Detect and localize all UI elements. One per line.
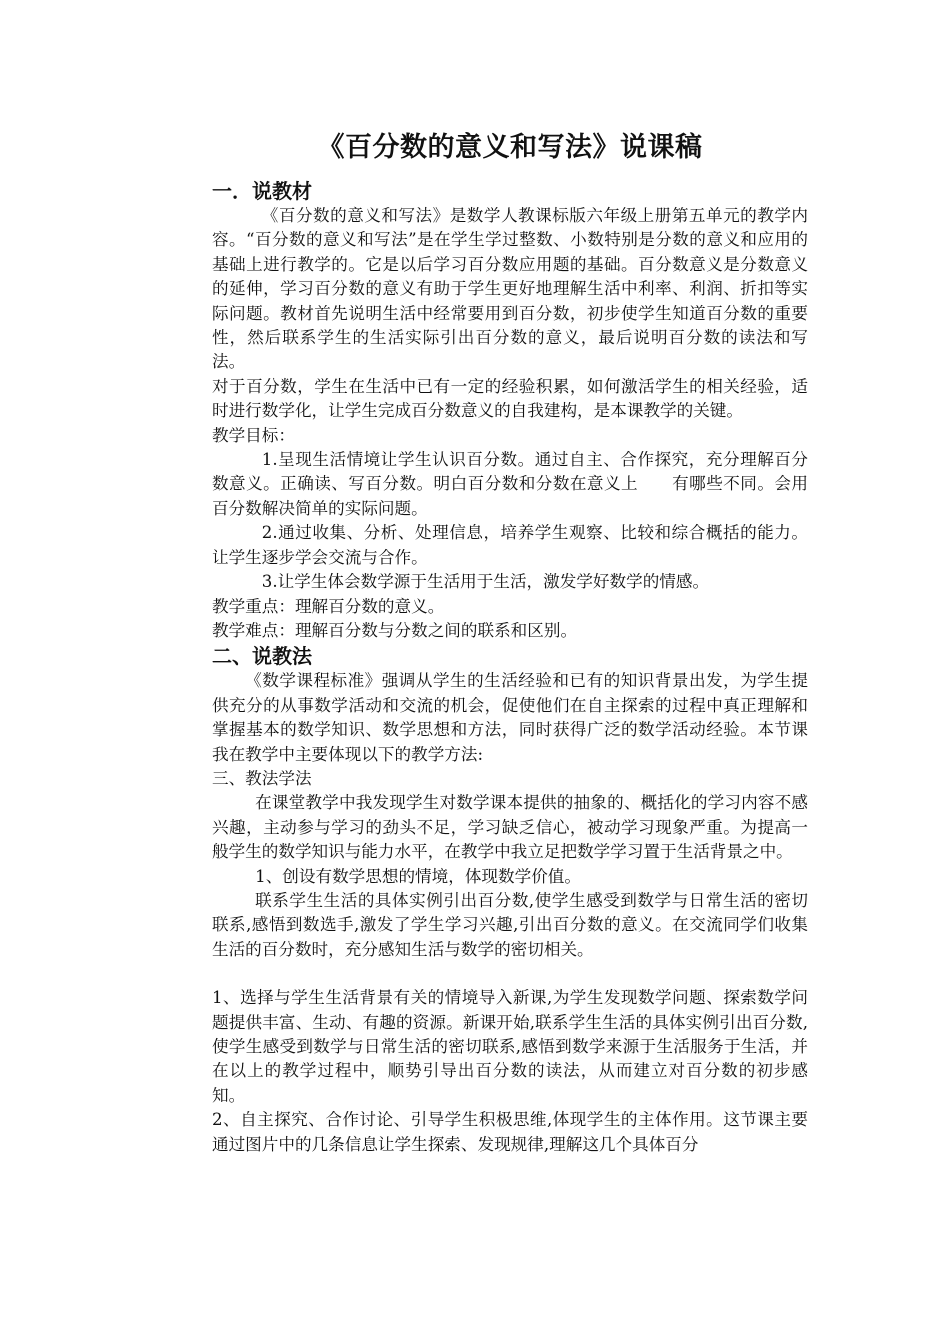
blank-line — [212, 962, 808, 986]
paragraph: 《百分数的意义和写法》是数学人教课标版六年级上册第五单元的教学内容。“百分数的意义和写法”是在学生学过整数、小数特别是分数的意义和应用的基础上进行教学的。它是以后学习百分数应用题的基础。百分数意义是分数意义的延伸，学习百分数的意义有助于学生更好地理解生活中利率、利润、折扣等实际问题。教材首先说明生活中经常要用到百分数，初步使学生知道百分数的重要性，然后联系学生的生活实际引出百分数的意义，最后说明百分数的读法和写法。 — [212, 206, 808, 372]
section-heading-textbook: 一．说教材 — [212, 179, 312, 203]
paragraph: 联系学生生活的具体实例引出百分数,使学生感受到数学与日常生活的密切联系,感悟到数选手,激发了学生学习兴趣,引出百分数的意义。在交流同学们收集生活的百分数时，充分感知生活与数学的密切相关。 — [212, 890, 808, 959]
paragraph: 在课堂教学中我发现学生对数学课本提供的抽象的、概括化的学习内容不感兴趣，主动参与学习的劲头不足，学习缺乏信心，被动学习现象严重。为提高一般学生的数学知识与能力水平，在教学中我立足把数学学习置于生活背景之中。 — [212, 793, 808, 862]
section-heading-teaching-learning: 三、教法学法 — [212, 768, 312, 788]
paragraph: 1、选择与学生生活背景有关的情境导入新课,为学生发现数学问题、探索数学问题提供丰富、生动、有趣的资源。新课开始,联系学生生活的具体实例引出百分数,使学生感受到数学与日常生活的密切联系,感悟到数学来源于生活服务于生活，并在以上的教学过程中，顺势引导出百分数的读法，从而建立对百分数的初步感知。 — [212, 988, 808, 1105]
teaching-difficult-point: 教学难点：理解百分数与分数之间的联系和区别。 — [212, 620, 578, 640]
teaching-key-point: 教学重点：理解百分数的意义。 — [212, 596, 445, 616]
paragraph: 2、自主探究、合作讨论、引导学生积极思维,体现学生的主体作用。这节课主要通过图片中的几条信息让学生探索、发现规律,理解这几个具体百分 — [212, 1110, 808, 1154]
paragraph: 《数学课程标准》强调从学生的生活经验和已有的知识背景出发，为学生提供充分的从事数学活动和交流的机会，促使他们在自主探索的过程中真正理解和掌握基本的数学知识、数学思想和方法，同时获得广泛的数学活动经验。本节课我在教学中主要体现以下的教学方法: — [212, 671, 808, 764]
teaching-goal-1: 1.呈现生活情境让学生认识百分数。通过自主、合作探究，充分理解百分 数意义。正确读、写百分数。明白百分数和分数在意义上 有哪些不同。会用百分数解决简单的实际问题。 — [212, 450, 808, 518]
teaching-goals-label: 教学目标： — [212, 425, 295, 445]
document-page — [212, 128, 808, 1157]
teaching-goal-2: 2.通过收集、分析、处理信息，培养学生观察、比较和综合概括的能力。让学生逐步学会交流与合作。 — [212, 523, 808, 567]
paragraph: 1、创设有数学思想的情境，体现数学价值。 — [255, 866, 581, 886]
teaching-goal-3: 3.让学生体会数学源于生活用于生活，激发学好数学的情感。 — [261, 572, 710, 592]
document-title: 《百分数的意义和写法》说课稿 — [317, 132, 703, 163]
section-heading-method: 二、说教法 — [212, 644, 312, 669]
paragraph: 对于百分数，学生在生活中已有一定的经验积累，如何激活学生的相关经验，适时进行数学化，让学生完成百分数意义的自我建构，是本课教学的关键。 — [212, 376, 808, 421]
